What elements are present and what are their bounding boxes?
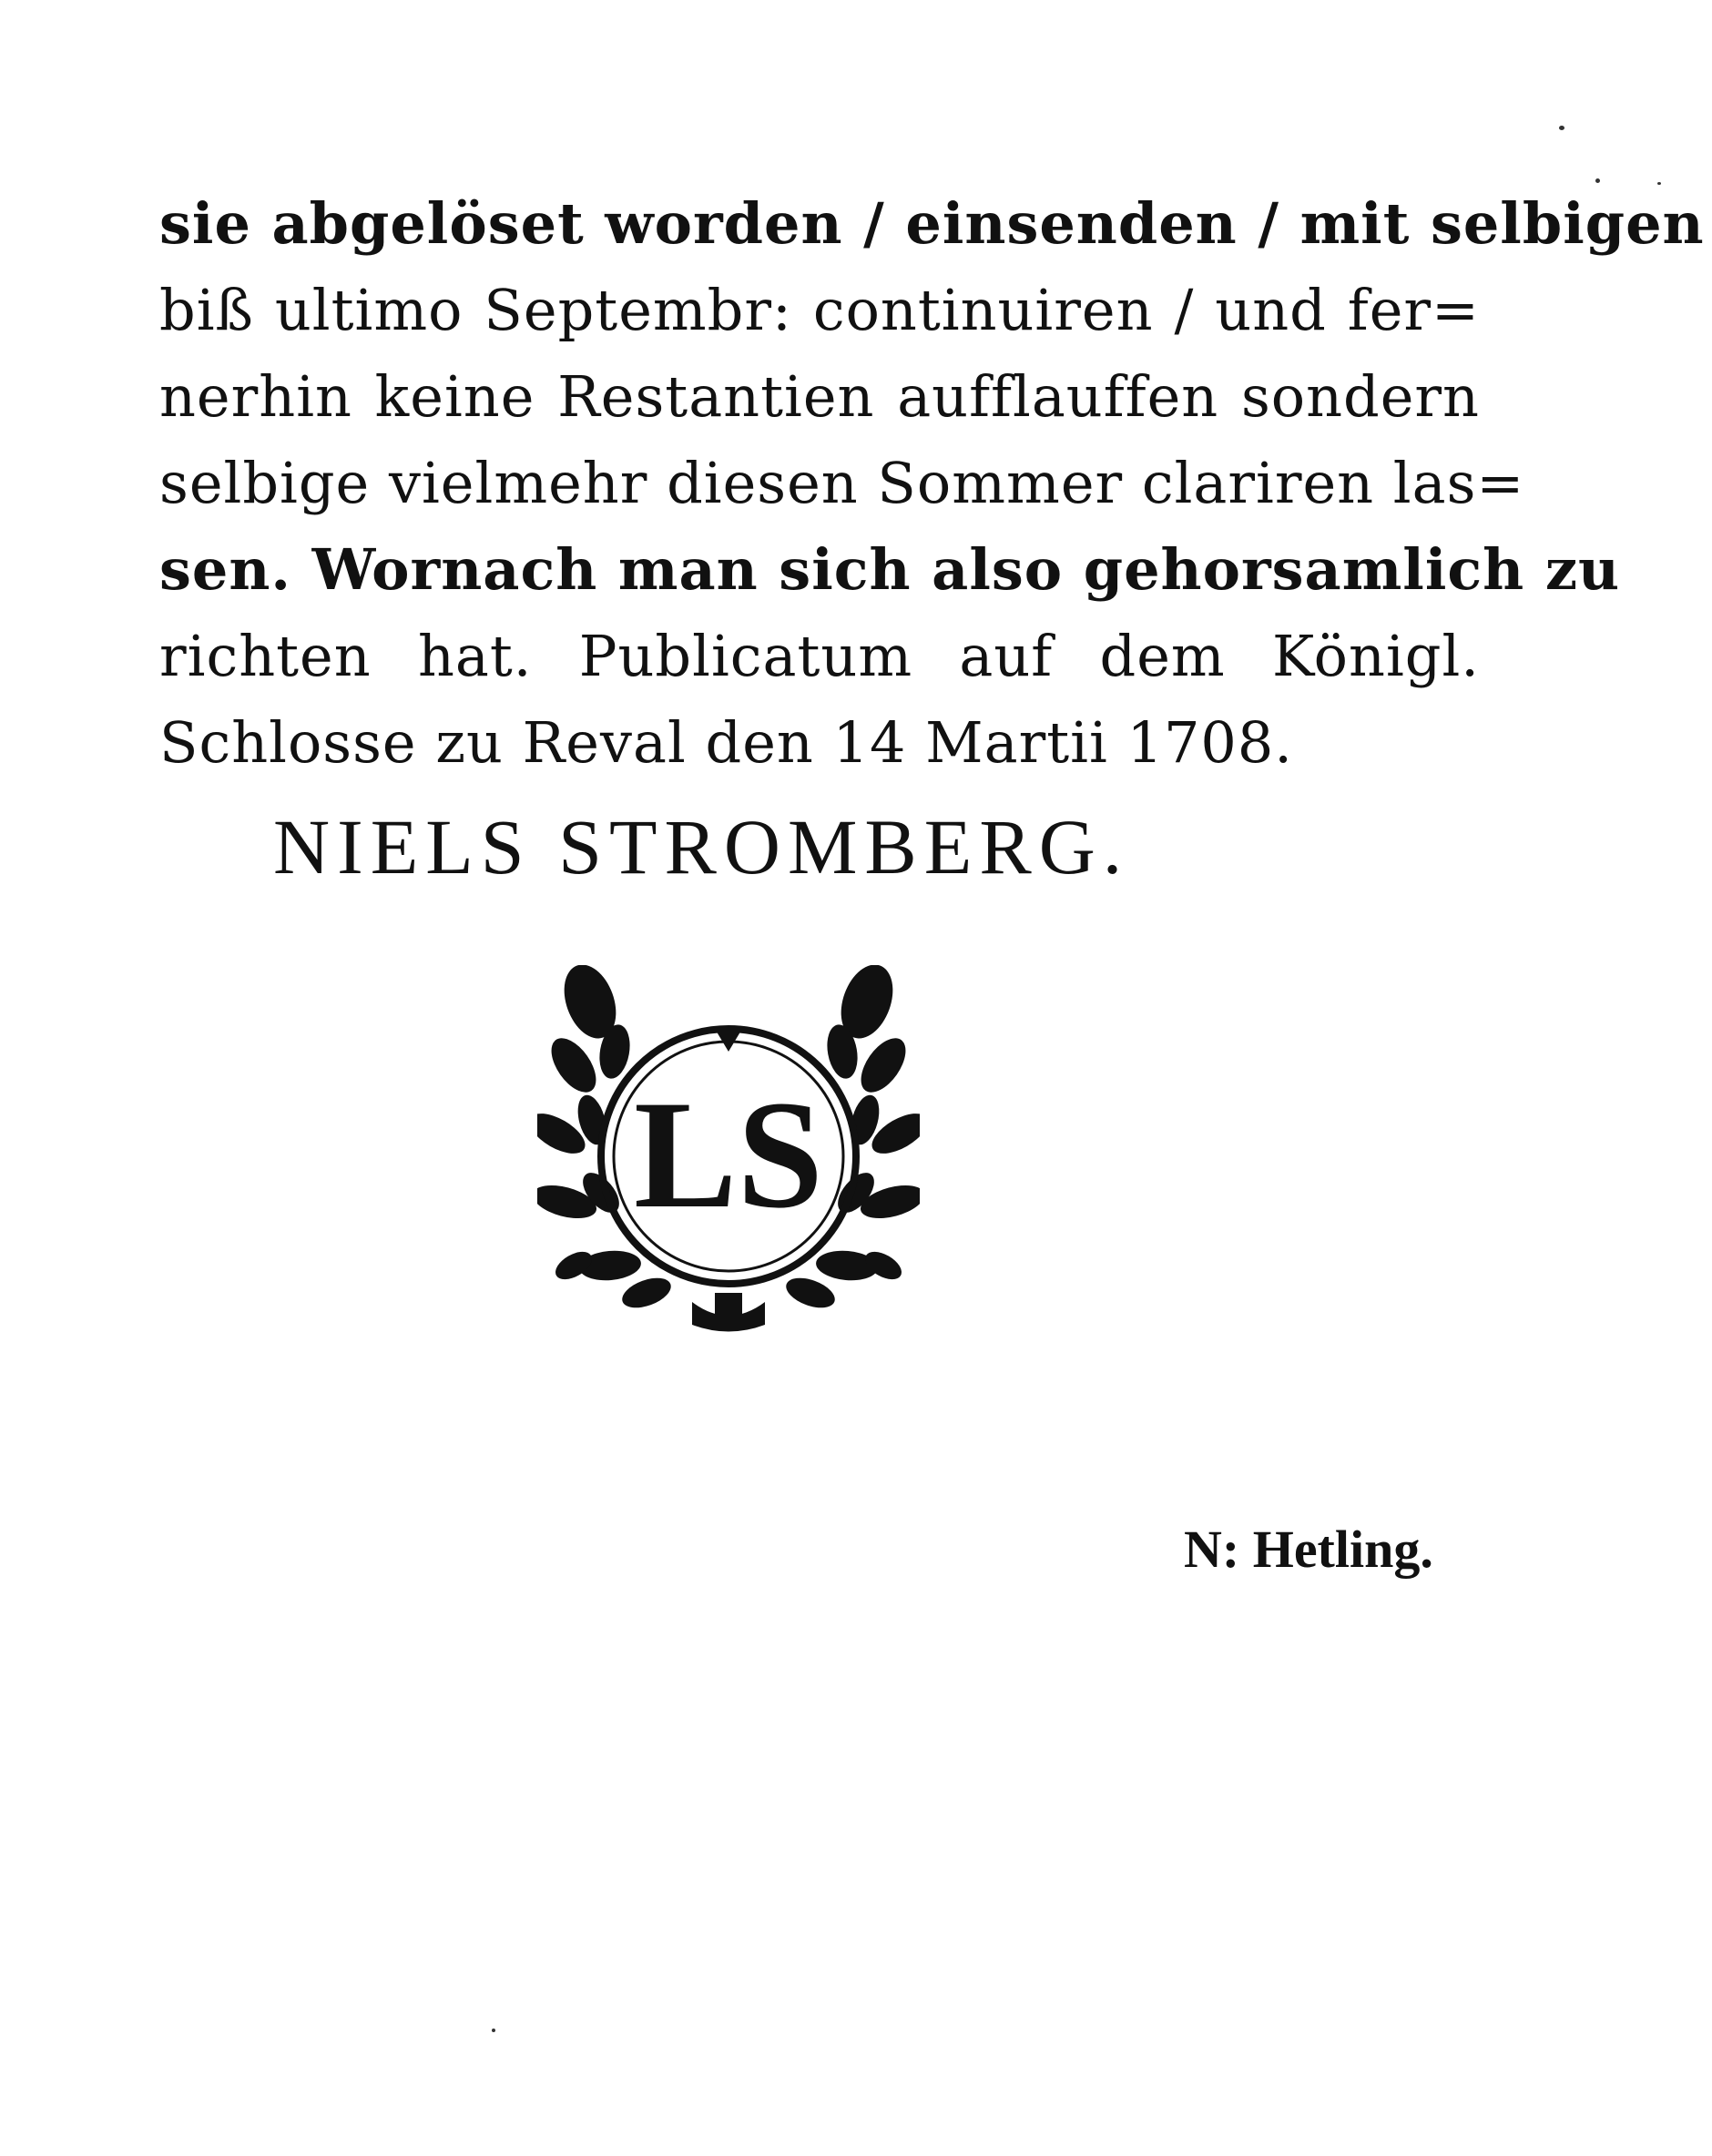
signature-niels-stromberg: NIELS STROMBERG. xyxy=(273,803,1130,890)
countersign-hetling: N: Hetling. xyxy=(1184,1520,1433,1579)
scan-speck xyxy=(1657,182,1661,185)
text-line-3: nerhin keine Restantien aufflauffen sondern xyxy=(159,363,1480,430)
scan-speck xyxy=(492,2029,495,2032)
text-line-7: Schlosse zu Reval den 14 Martii 1708. xyxy=(159,709,1294,776)
laurel-wreath-icon xyxy=(537,965,920,1348)
scan-speck xyxy=(1595,178,1600,183)
seal-monogram: LS xyxy=(634,1069,823,1240)
text-line-5: sen. Wornach man sich also gehorsamlich zu xyxy=(159,536,1621,603)
scan-speck xyxy=(1559,126,1564,130)
text-line-1: sie abgelöset worden / einsenden / mit selbigen xyxy=(159,190,1705,257)
ls-seal xyxy=(537,965,920,1348)
text-line-2: biß ultimo Septembr: continuiren / und fer= xyxy=(159,277,1480,343)
text-line-6: richten hat. Publicatum auf dem Königl. xyxy=(159,623,1480,689)
text-line-4: selbige vielmehr diesen Sommer clariren las= xyxy=(159,450,1525,516)
